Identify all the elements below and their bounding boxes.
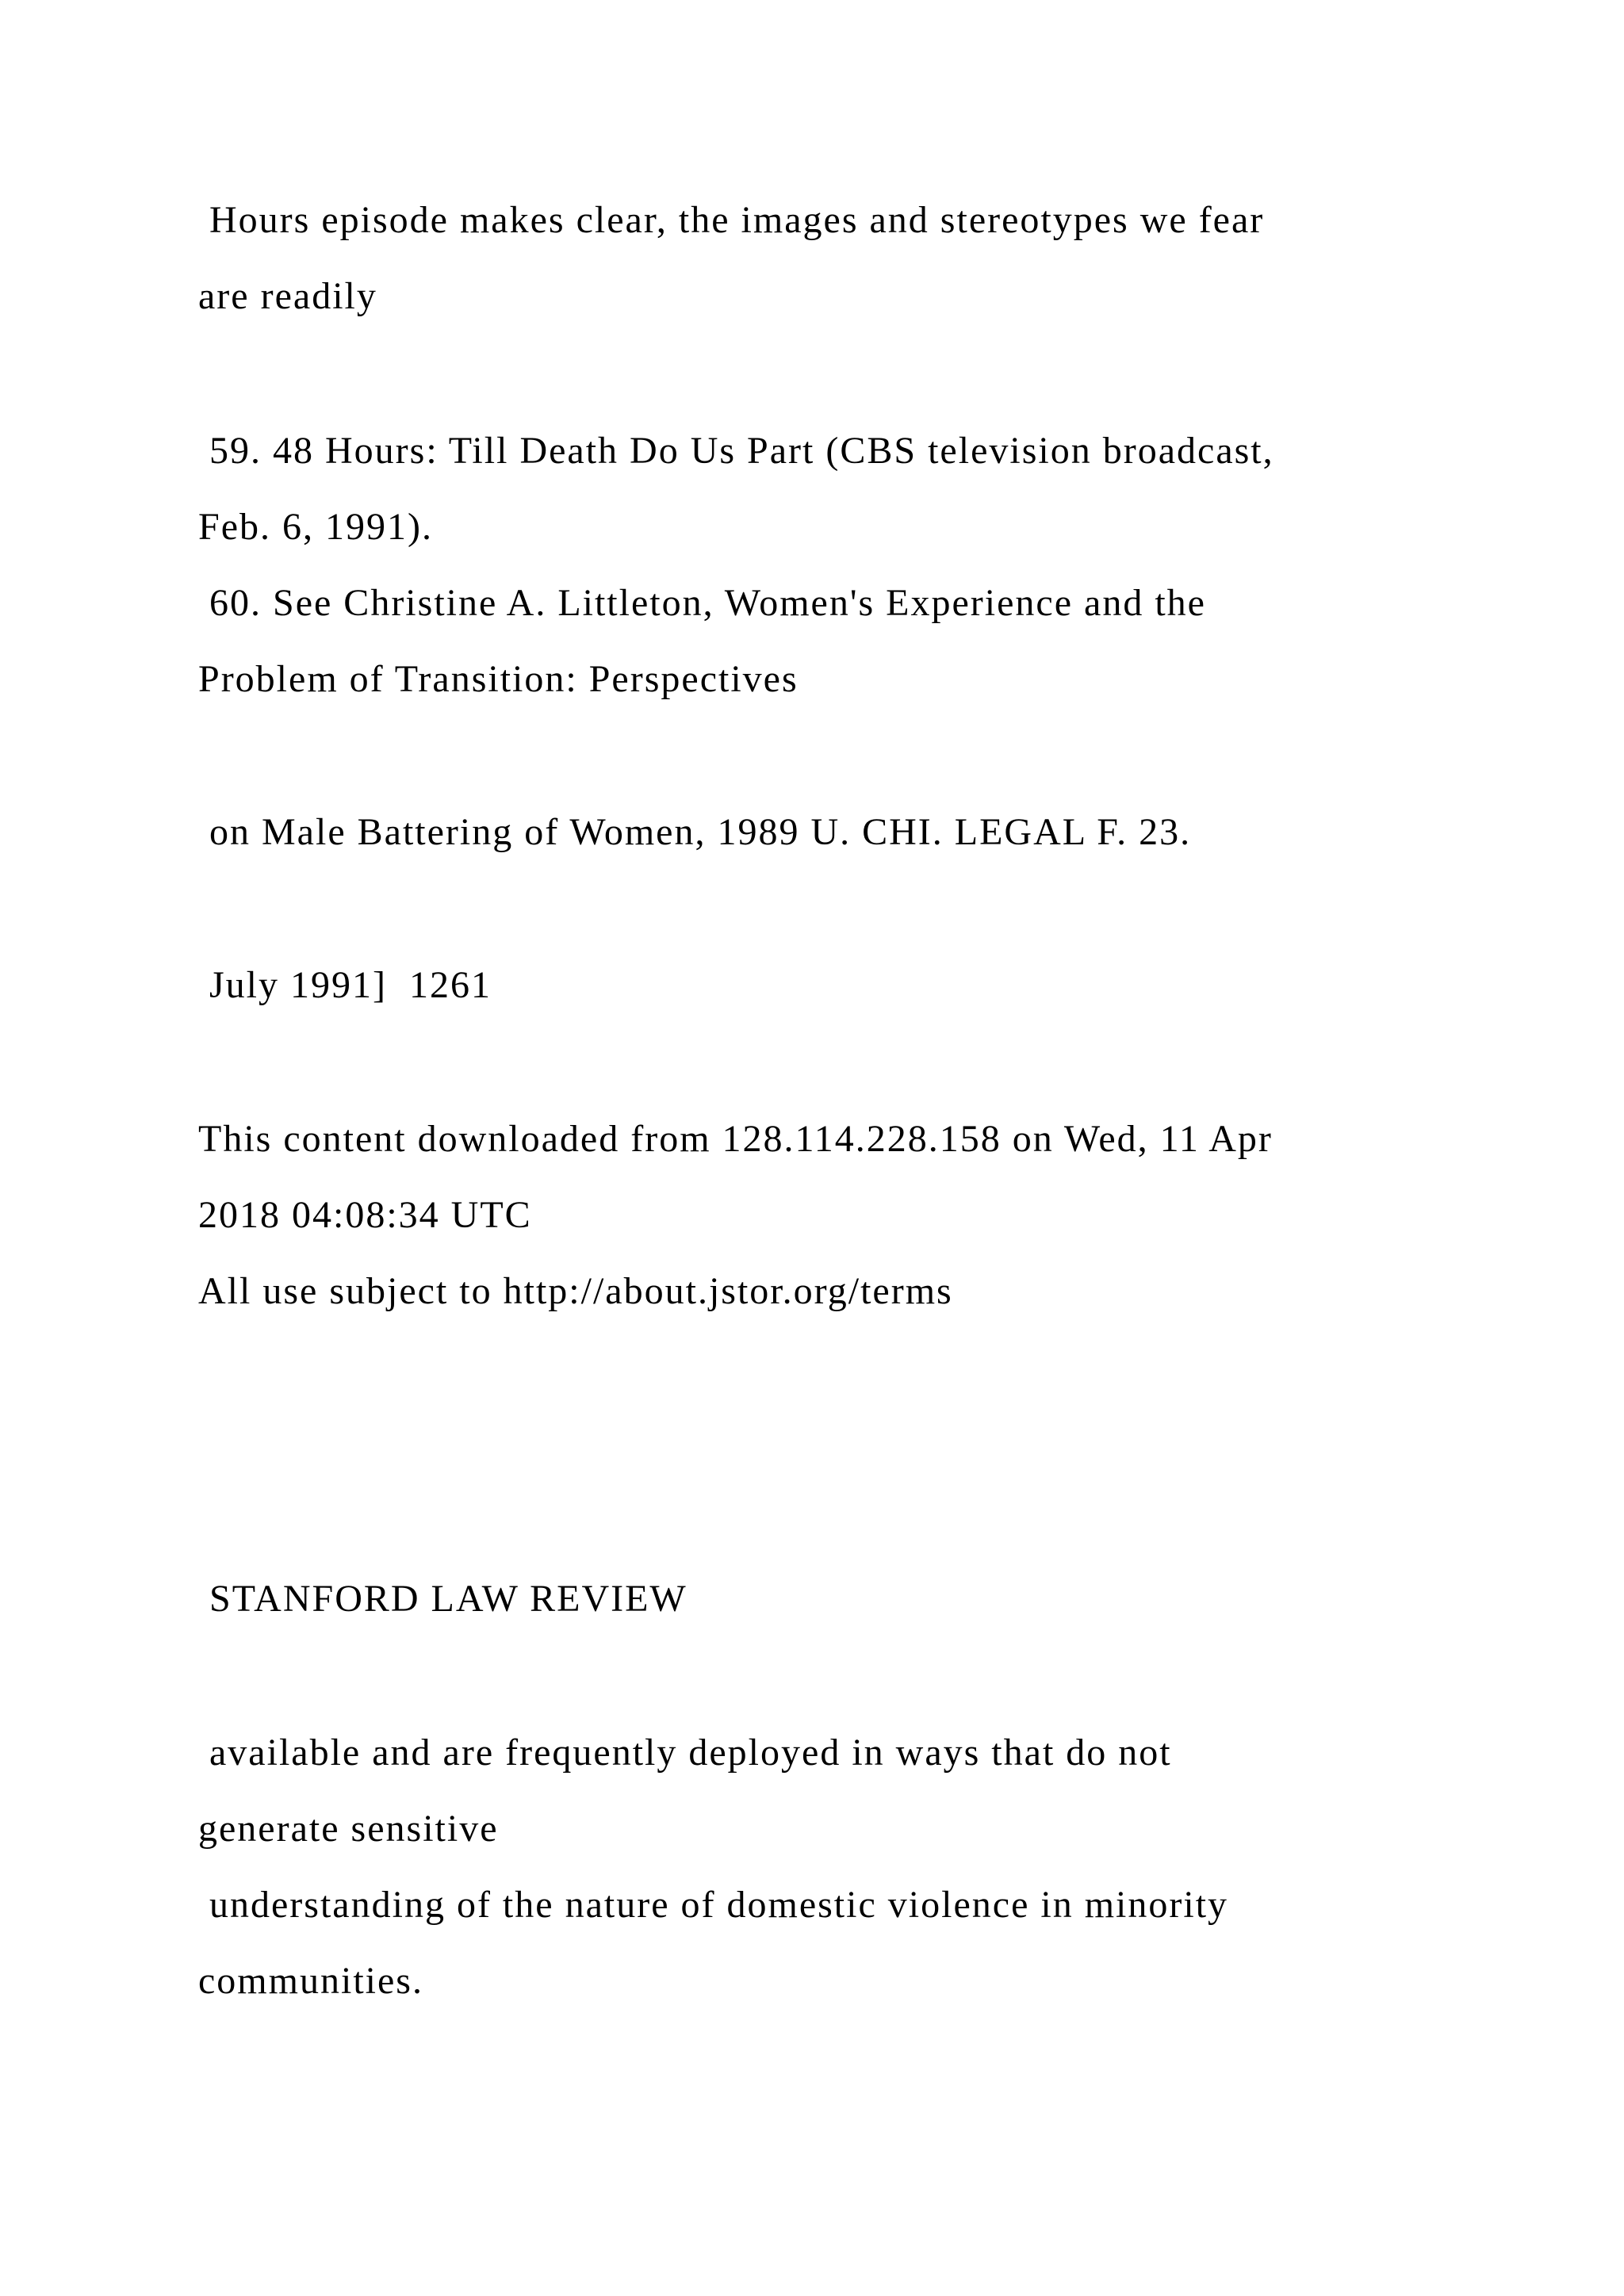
terms-notice: All use subject to http://about.jstor.org/terms xyxy=(198,1270,953,1312)
text-line: understanding of the nature of domestic violence in minority xyxy=(198,1884,1229,1926)
download-notice: 2018 04:08:34 UTC xyxy=(198,1194,532,1236)
text-line: are readily xyxy=(198,275,377,317)
text-line: generate sensitive xyxy=(198,1808,499,1850)
journal-header: STANFORD LAW REVIEW xyxy=(198,1578,688,1620)
text-line: available and are frequently deployed in ways that do not xyxy=(198,1732,1172,1774)
page-footer: July 1991] 1261 xyxy=(198,964,492,1006)
text-line: Hours episode makes clear, the images and stereotypes we fear xyxy=(198,199,1265,241)
download-notice: This content downloaded from 128.114.228.158 on Wed, 11 Apr xyxy=(198,1118,1273,1160)
footnote-59-line: 59. 48 Hours: Till Death Do Us Part (CBS television broadcast, xyxy=(198,430,1274,472)
footnote-60-line: 60. See Christine A. Littleton, Women's Experience and the xyxy=(198,582,1206,624)
footnote-60-line: on Male Battering of Women, 1989 U. CHI. LEGAL F. 23. xyxy=(198,811,1192,853)
footnote-60-line: Problem of Transition: Perspectives xyxy=(198,658,799,700)
text-line: communities. xyxy=(198,1960,423,2002)
footnote-59-line: Feb. 6, 1991). xyxy=(198,506,433,548)
